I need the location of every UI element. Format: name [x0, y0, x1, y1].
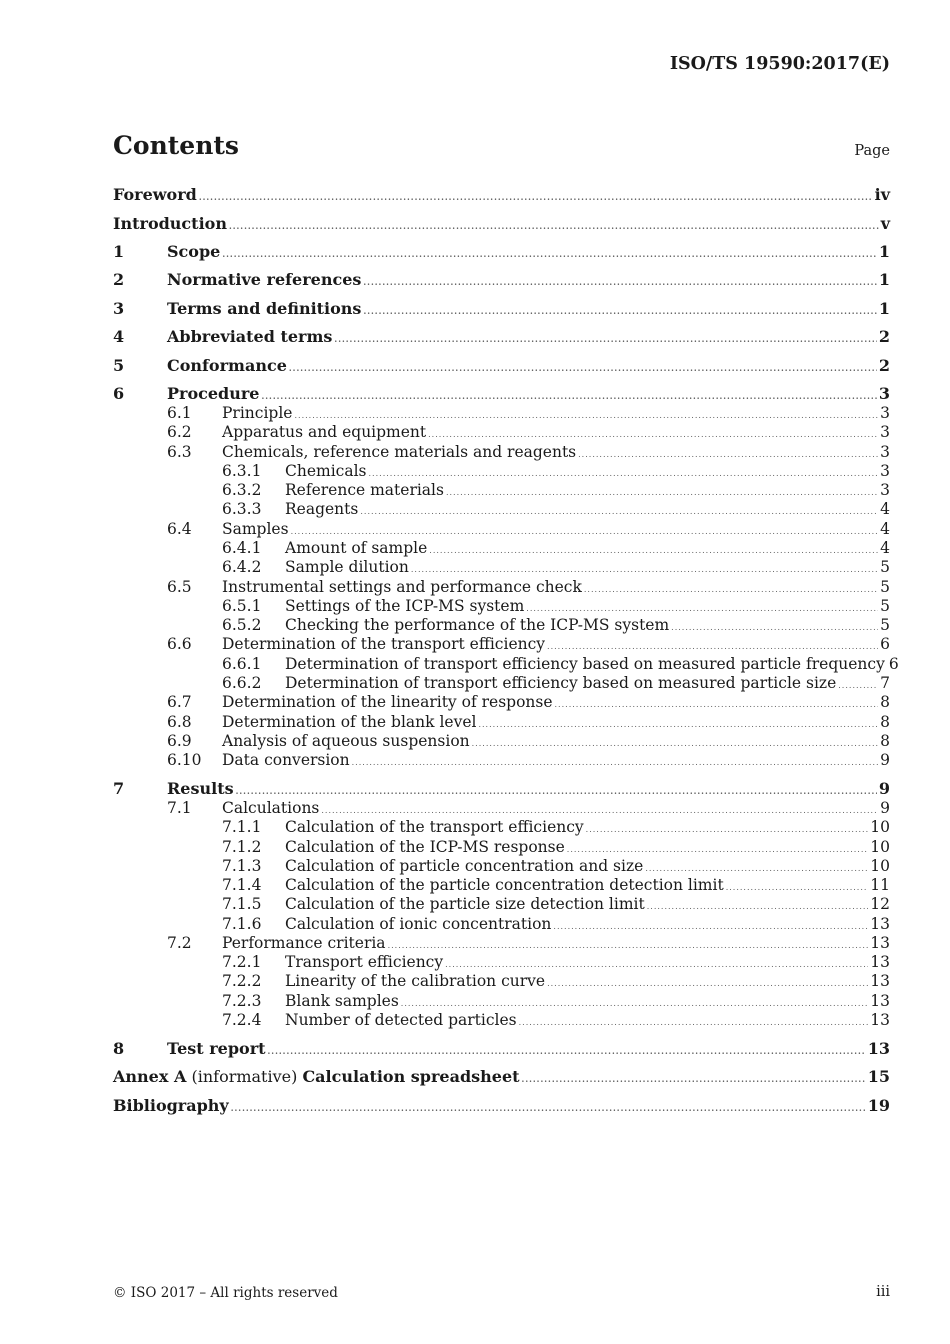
toc-entry-title: Chemicals, reference materials and reagents [222, 442, 577, 461]
dot-leader [526, 604, 878, 613]
annex-label: Annex A [113, 1067, 187, 1086]
toc-entry-number: 6 [113, 384, 125, 403]
toc-entry[interactable] [113, 462, 890, 480]
toc-entry[interactable] [113, 443, 890, 461]
dot-leader [522, 1074, 866, 1084]
toc-entry-number: 7.1.4 [222, 876, 262, 894]
toc-entry-page: 9 [878, 779, 890, 798]
toc-entry-title: Data conversion [222, 751, 350, 769]
toc-entry[interactable] [113, 635, 890, 653]
toc-entry[interactable] [113, 270, 890, 289]
toc-entry-page: 5 [880, 577, 890, 596]
toc-entry[interactable] [113, 818, 890, 836]
toc-entry-number: 7.2.2 [222, 972, 262, 990]
toc-entry-number: 6.3 [167, 442, 192, 461]
toc-entry[interactable] [113, 214, 890, 233]
dot-leader [222, 249, 877, 259]
dot-leader [363, 277, 876, 287]
toc-entry-title: Calculation of the particle size detection limit [285, 895, 645, 913]
toc-entry-title: Test report [167, 1039, 266, 1058]
toc-entry[interactable] [113, 558, 890, 576]
toc-entry-title: Blank samples [285, 991, 399, 1010]
toc-entry-title: Determination of transport efficiency based on measured particle frequency [285, 654, 885, 673]
toc-entry-number: 5 [113, 355, 125, 375]
toc-entry[interactable] [113, 1011, 890, 1029]
toc-entry-title: Performance criteria [222, 934, 386, 952]
toc-entry[interactable] [113, 299, 890, 318]
toc-entry-title: Principle [222, 404, 293, 422]
toc-entry-page: 7 [880, 674, 890, 692]
toc-entry-page: 15 [867, 1067, 890, 1086]
toc-entry-number: 6.6.1 [222, 654, 262, 673]
dot-leader [231, 1103, 866, 1113]
toc-entry-page: 10 [870, 837, 890, 856]
toc-entry-number: 6.2 [167, 423, 192, 441]
toc-entry[interactable] [113, 779, 890, 798]
dot-leader [838, 681, 878, 690]
toc-entry-number: 6.5.2 [222, 616, 262, 634]
toc-entry[interactable] [113, 423, 890, 441]
toc-entry[interactable] [113, 838, 890, 856]
toc-entry[interactable] [113, 539, 890, 557]
toc-entry-number: 7.1.2 [222, 837, 262, 856]
toc-entry-page: 4 [880, 500, 890, 518]
dot-leader [726, 883, 869, 892]
toc-entry-title: Determination of the transport efficiency [222, 635, 546, 653]
toc-entry-page: 5 [880, 597, 890, 615]
toc-entry-number: 6.6.2 [222, 674, 262, 692]
dot-leader [229, 221, 879, 231]
toc-entry-page: 13 [870, 953, 890, 971]
toc-entry-page: 12 [870, 895, 890, 913]
toc-entry-number: 6.5.1 [222, 597, 262, 615]
dot-leader [428, 430, 878, 439]
toc-entry[interactable] [113, 992, 890, 1010]
toc-entry[interactable] [113, 1039, 890, 1058]
toc-entry-number: 3 [113, 298, 125, 318]
toc-entry[interactable] [113, 500, 890, 518]
toc-entry-page: 13 [870, 972, 890, 990]
toc-entry-title: Calculation of the ICP-MS response [285, 837, 565, 856]
toc-entry-page: 13 [870, 934, 890, 952]
toc-entry-number: 7.1.5 [222, 895, 262, 913]
page-title: Contents [113, 131, 240, 160]
toc-entry-title: Determination of the blank level [222, 712, 477, 731]
dot-leader [411, 565, 878, 574]
toc-entry-page: 13 [870, 991, 890, 1010]
dot-leader [553, 922, 868, 931]
toc-entry-page: 8 [880, 693, 890, 711]
toc-entry[interactable] [113, 356, 890, 375]
toc-entry-number: 6.8 [167, 712, 192, 731]
toc-entry[interactable] [113, 857, 890, 875]
toc-entry-title: Procedure [167, 384, 260, 403]
dot-leader [578, 450, 878, 459]
toc-entry-page: v [880, 213, 890, 233]
toc-entry[interactable] [113, 876, 890, 894]
dot-leader [446, 488, 878, 497]
dot-leader [360, 507, 878, 516]
toc-entry-number: 8 [113, 1039, 125, 1058]
page-column-label: Page [854, 143, 890, 159]
toc-entry[interactable] [113, 751, 890, 769]
toc-entry-title: Chemicals [285, 462, 367, 480]
toc-entry-page: 5 [880, 558, 890, 576]
dot-leader [429, 546, 878, 555]
toc-entry-title: Calculation of ionic concentration [285, 914, 552, 933]
toc-entry-title: Linearity of the calibration curve [285, 972, 546, 990]
toc-entry-number: 7.1 [167, 798, 192, 817]
annex-type: (informative) [186, 1067, 303, 1086]
dot-leader [236, 786, 877, 796]
toc-entry-number: 7.1.1 [222, 818, 262, 836]
toc-entry-page: 10 [870, 857, 890, 875]
toc-entry-page: 6 [880, 635, 890, 653]
toc-entry[interactable] [113, 713, 890, 731]
toc-entry-number: 4 [113, 327, 125, 346]
toc-entry-page: 6 [888, 654, 899, 673]
toc-entry-title: Amount of sample [285, 539, 428, 557]
toc-entry-number: 1 [113, 242, 125, 261]
dot-leader [289, 363, 877, 373]
toc-entry[interactable] [113, 578, 890, 596]
dot-leader [321, 806, 878, 815]
toc-entry-page: 8 [880, 732, 890, 750]
toc-entry-number: 6.4.2 [222, 558, 262, 576]
toc-entry-page: 1 [878, 242, 890, 261]
dot-leader [352, 758, 878, 767]
dot-leader [445, 960, 868, 969]
dot-leader [401, 999, 868, 1008]
dot-leader [369, 469, 879, 478]
toc-entry-title: Abbreviated terms [167, 327, 333, 346]
dot-leader [555, 700, 879, 709]
toc-entry[interactable] [113, 915, 890, 933]
toc-entry-title: Conformance [167, 355, 287, 375]
toc-entry[interactable] [113, 732, 890, 750]
dot-leader [478, 720, 878, 729]
toc-entry[interactable] [113, 597, 890, 615]
toc-entry-title: Calculation of particle concentration and size [285, 857, 644, 875]
toc-entry[interactable] [113, 404, 890, 422]
toc-entry-number: 6.1 [167, 404, 192, 422]
toc-entry-number: 6.4.1 [222, 539, 262, 557]
toc-entry-page: iv [874, 185, 890, 204]
toc-entry-title: Transport efficiency [285, 953, 444, 971]
toc-entry-page: 19 [867, 1096, 890, 1115]
toc-entry-number: 6.3.3 [222, 500, 262, 518]
toc-entry-title: Foreword [113, 185, 197, 204]
toc-entry-title: Scope [167, 242, 221, 261]
toc-entry[interactable] [113, 895, 890, 913]
toc-entry[interactable] [113, 674, 890, 692]
toc-entry[interactable] [113, 185, 890, 204]
dot-leader [547, 642, 878, 651]
toc-entry-title: Apparatus and equipment [222, 423, 427, 441]
toc-entry-number: 7.2.4 [222, 1011, 262, 1029]
dot-leader [519, 1018, 869, 1027]
toc-entry[interactable] [113, 384, 890, 403]
dot-leader [647, 902, 869, 911]
dot-leader [472, 739, 878, 748]
toc-entry-title: Normative references [167, 270, 362, 289]
toc-entry-title: Reagents [285, 500, 359, 518]
toc-entry-page: 1 [878, 270, 890, 289]
toc-entry-title: Instrumental settings and performance check [222, 577, 582, 596]
toc-entry-page: 3 [880, 423, 890, 441]
toc-entry[interactable] [113, 1067, 890, 1086]
toc-entry-page: 3 [880, 442, 890, 461]
toc-entry-number: 6.5 [167, 577, 192, 596]
toc-entry-number: 6.6 [167, 635, 192, 653]
toc-entry-title: Reference materials [285, 481, 444, 499]
toc-entry-number: 6.10 [167, 751, 202, 769]
dot-leader [334, 334, 876, 344]
toc-entry-number: 6.3.1 [222, 462, 262, 480]
toc-entry-number: 2 [113, 270, 125, 289]
dot-leader [645, 864, 868, 873]
dot-leader [261, 391, 876, 401]
toc-entry[interactable] [113, 934, 890, 952]
page-number: iii [876, 1284, 890, 1300]
toc-entry[interactable] [113, 654, 899, 673]
toc-entry-page: 11 [870, 876, 890, 894]
dot-leader [547, 979, 868, 988]
toc-entry-number: 6.9 [167, 732, 192, 750]
toc-entry[interactable] [113, 1096, 890, 1115]
toc-entry-page: 13 [867, 1039, 890, 1058]
toc-entry[interactable] [113, 616, 890, 634]
dot-leader [586, 825, 869, 834]
document-id: ISO/TS 19590:2017(E) [669, 54, 890, 74]
toc-entry-page: 10 [870, 818, 890, 836]
toc-entry-number: 6.3.2 [222, 481, 262, 499]
dot-leader [567, 845, 868, 854]
copyright-notice: © ISO 2017 – All rights reserved [113, 1285, 338, 1301]
toc-entry-title: Checking the performance of the ICP-MS system [285, 616, 670, 634]
toc-entry-number: 7.2.1 [222, 953, 262, 971]
toc-entry[interactable] [113, 799, 890, 817]
toc-entry-page: 9 [880, 751, 890, 769]
dot-leader [268, 1046, 866, 1056]
toc-entry-page: 4 [880, 519, 890, 538]
toc-entry-number: 7.2 [167, 934, 192, 952]
toc-entry-title: Terms and definitions [167, 298, 362, 318]
dot-leader [388, 941, 869, 950]
toc-entry-page: 8 [880, 712, 890, 731]
toc-entry-title: Bibliography [113, 1096, 229, 1115]
dot-leader [294, 411, 878, 420]
toc-entry[interactable] [113, 693, 890, 711]
toc-entry-title: Number of detected particles [285, 1011, 517, 1029]
toc-entry-page: 4 [880, 539, 890, 557]
toc-entry-title: Sample dilution [285, 558, 409, 576]
toc-entry-title: Calculation of the particle concentration detection limit [285, 876, 724, 894]
toc-entry-page: 2 [878, 327, 890, 346]
toc-entry-page: 3 [880, 462, 890, 480]
toc-entry-title: Calculations [222, 798, 320, 817]
dot-leader [363, 306, 876, 316]
toc-entry-title: Results [167, 779, 234, 798]
toc-entry-title: Determination of the linearity of response [222, 693, 553, 711]
toc-entry-number: 7.1.6 [222, 914, 262, 933]
toc-entry-title [113, 1067, 520, 1086]
toc-entry-page: 1 [878, 298, 890, 318]
toc-entry-number: 7.2.3 [222, 991, 262, 1010]
toc-entry-number: 7 [113, 779, 125, 798]
toc-entry-number: 6.7 [167, 693, 192, 711]
dot-leader [199, 192, 873, 202]
toc-entry-title: Settings of the ICP-MS system [285, 597, 525, 615]
toc-entry-title: Samples [222, 519, 289, 538]
toc-entry-page: 3 [878, 384, 890, 403]
toc-entry-page: 2 [878, 355, 890, 375]
toc-entry-title: Analysis of aqueous suspension [222, 732, 470, 750]
dot-leader [291, 527, 879, 536]
toc-entry-title: Calculation of the transport efficiency [285, 818, 584, 836]
toc-entry[interactable] [113, 953, 890, 971]
toc-entry-title: Introduction [113, 213, 227, 233]
toc-entry-number: 6.4 [167, 519, 192, 538]
dot-leader [584, 585, 878, 594]
toc-entry-page: 13 [870, 914, 890, 933]
toc-entry[interactable] [113, 520, 890, 538]
toc-entry-page: 13 [870, 1011, 890, 1029]
toc-entry-page: 5 [880, 616, 890, 634]
toc-entry[interactable] [113, 481, 890, 499]
toc-entry-page: 3 [880, 481, 890, 499]
toc-entry-number: 7.1.3 [222, 857, 262, 875]
toc-entry[interactable] [113, 242, 890, 261]
toc-entry[interactable] [113, 327, 890, 346]
toc-entry-title: Determination of transport efficiency based on measured particle size [285, 674, 837, 692]
dot-leader [671, 623, 878, 632]
annex-title: Calculation spreadsheet [302, 1067, 520, 1086]
toc-entry-page: 9 [880, 798, 890, 817]
toc-entry[interactable] [113, 972, 890, 990]
toc-entry-page: 3 [880, 404, 890, 422]
